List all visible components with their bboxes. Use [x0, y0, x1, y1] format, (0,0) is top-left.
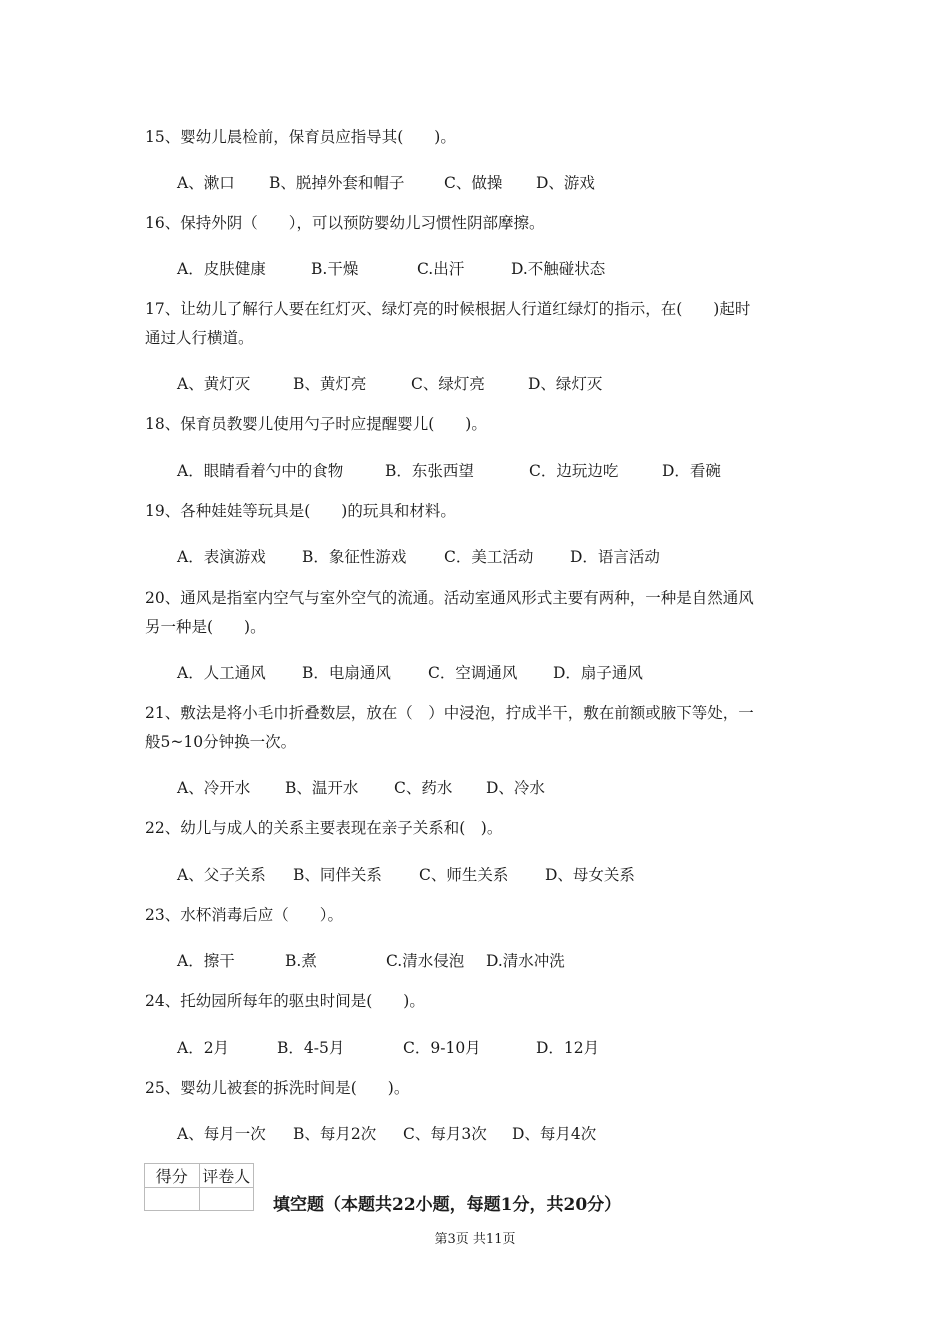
section-title: 填空题（本题共22小题，每题1分，共20分）: [273, 1195, 622, 1215]
option-b: B．东张西望: [385, 462, 474, 480]
score-label: 得分: [145, 1164, 200, 1188]
option-a: A．2月: [177, 1039, 230, 1057]
option-b: B、脱掉外套和帽子: [269, 174, 405, 192]
page-footer: 第3页 共11页: [434, 1232, 516, 1247]
question-21-line-1: 21、敷法是将小毛巾折叠数层，放在（ ）中浸泡，拧成半干，敷在前额或腋下等处，一: [145, 704, 754, 722]
option-c: C．空调通风: [428, 664, 518, 682]
option-d: D．语言活动: [570, 548, 660, 566]
option-b: B、每月2次: [293, 1125, 377, 1143]
option-c: C、每月3次: [403, 1125, 487, 1143]
question-23: 23、水杯消毒后应（ ）。: [145, 906, 343, 924]
option-d: D、母女关系: [545, 866, 635, 884]
option-a: A、黄灯灭: [177, 375, 251, 393]
option-c: C．9-10月: [403, 1039, 481, 1057]
option-c: C、药水: [394, 779, 453, 797]
option-b: B、黄灯亮: [293, 375, 367, 393]
question-18: 18、保育员教婴儿使用勺子时应提醒婴儿( )。: [145, 415, 487, 433]
option-c: C.清水侵泡: [386, 952, 465, 970]
question-19: 19、各种娃娃等玩具是( )的玩具和材料。: [145, 502, 456, 520]
option-d: D．看碗: [662, 462, 721, 480]
option-a: A、每月一次: [177, 1125, 266, 1143]
grader-label: 评卷人: [199, 1164, 254, 1188]
option-d: D．扇子通风: [553, 664, 643, 682]
option-a: A．眼睛看着勺中的食物: [177, 462, 344, 480]
question-16: 16、保持外阴（ ），可以预防婴幼儿习惯性阴部摩擦。: [145, 214, 545, 232]
question-25: 25、婴幼儿被套的拆洗时间是( )。: [145, 1079, 410, 1097]
score-cell: [145, 1188, 200, 1211]
option-d: D、绿灯灭: [528, 375, 603, 393]
question-20-line-2: 另一种是( )。: [145, 618, 266, 636]
question-15: 15、婴幼儿晨检前，保育员应指导其( )。: [145, 128, 456, 146]
option-b: B．4-5月: [277, 1039, 345, 1057]
option-a: A．表演游戏: [177, 548, 266, 566]
option-a: A．擦干: [177, 952, 235, 970]
grader-cell: [199, 1188, 254, 1211]
option-a: A、父子关系: [177, 866, 266, 884]
question-24: 24、托幼园所每年的驱虫时间是( )。: [145, 992, 425, 1010]
option-b: B、温开水: [285, 779, 359, 797]
option-d: D、每月4次: [512, 1125, 597, 1143]
question-17-line-2: 通过人行横道。: [145, 329, 254, 347]
option-c: C、师生关系: [419, 866, 509, 884]
option-a: A．人工通风: [177, 664, 266, 682]
option-b: B．电扇通风: [302, 664, 391, 682]
question-20-line-1: 20、通风是指室内空气与室外空气的流通。活动室通风形式主要有两种，一种是自然通风: [145, 589, 754, 607]
score-box: [144, 1163, 254, 1211]
option-c: C.出汗: [417, 260, 465, 278]
option-c: C、做操: [444, 174, 503, 192]
option-c: C、绿灯亮: [411, 375, 485, 393]
option-a: A、冷开水: [177, 779, 251, 797]
option-b: B.煮: [285, 952, 317, 970]
question-21-line-2: 般5~10分钟换一次。: [145, 733, 297, 751]
option-d: D.清水冲洗: [486, 952, 565, 970]
option-d: D．12月: [536, 1039, 600, 1057]
question-22: 22、幼儿与成人的关系主要表现在亲子关系和( )。: [145, 819, 503, 837]
question-17-line-1: 17、让幼儿了解行人要在红灯灭、绿灯亮的时候根据人行道红绿灯的指示，在( )起时: [145, 300, 751, 318]
option-d: D、游戏: [536, 174, 595, 192]
option-b: B.干燥: [311, 260, 359, 278]
option-b: B、同伴关系: [293, 866, 382, 884]
option-d: D、冷水: [486, 779, 545, 797]
option-a: A．皮肤健康: [177, 260, 266, 278]
option-d: D.不触碰状态: [511, 260, 606, 278]
option-c: C．边玩边吃: [529, 462, 619, 480]
option-c: C．美工活动: [444, 548, 534, 566]
option-b: B．象征性游戏: [302, 548, 407, 566]
option-a: A、漱口: [177, 174, 235, 192]
